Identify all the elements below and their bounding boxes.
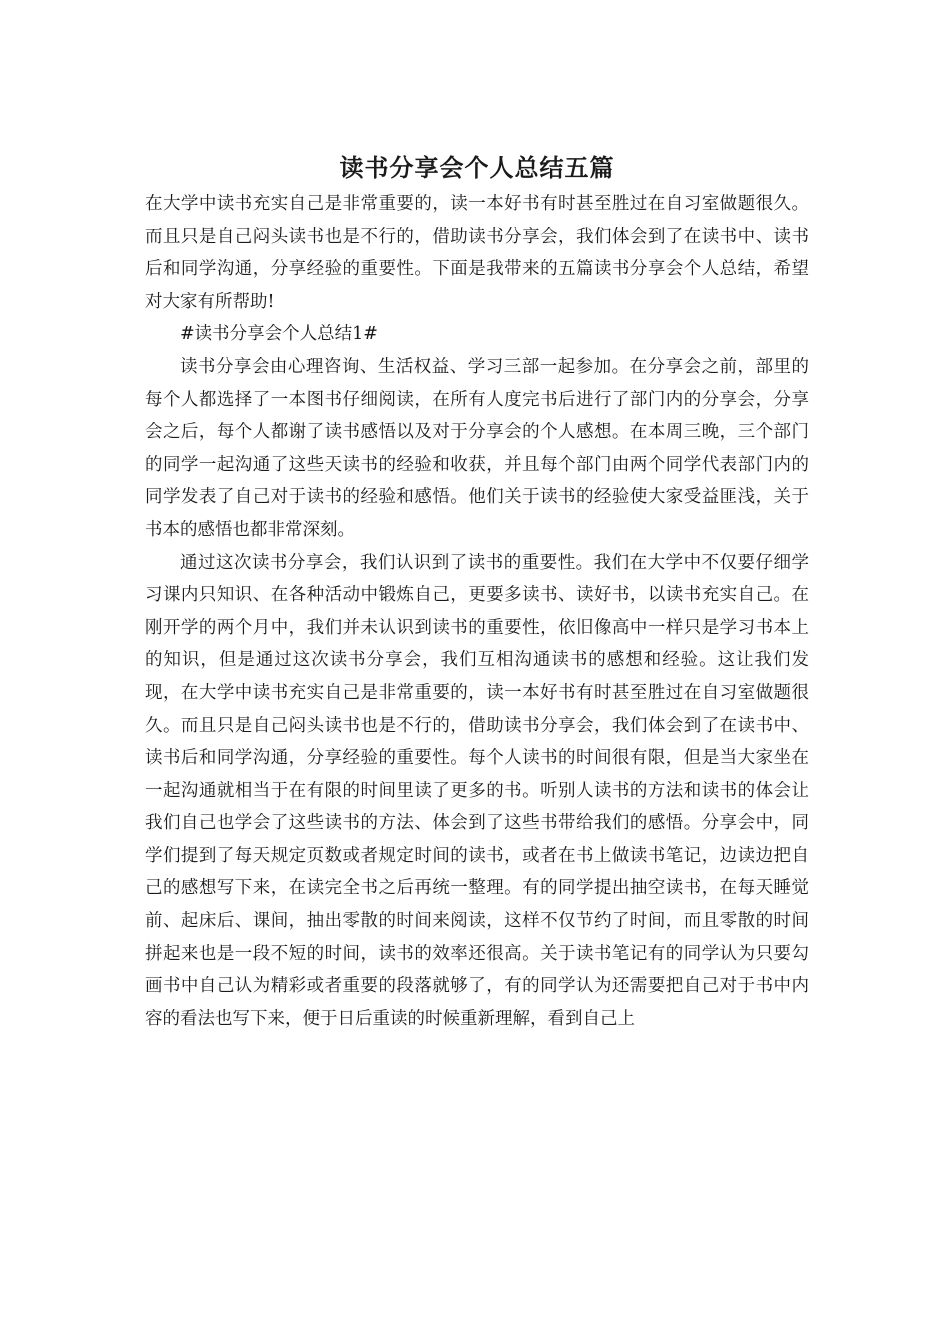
intro-paragraph: 在大学中读书充实自己是非常重要的，读一本好书有时甚至胜过在自习室做题很久。而且只是自己闷头读书也是不行的，借助读书分享会，我们体会到了在读书中、读书后和同学沟通，分享经验的重要性。下面是我带来的五篇读书分享会个人总结，希望对大家有所帮助!	[145, 194, 809, 312]
document-title: 读书分享会个人总结五篇	[339, 154, 615, 182]
body-paragraph-2: 通过这次读书分享会，我们认识到了读书的重要性。我们在大学中不仅要仔细学习课内只知识、在各种活动中锻炼自己，更要多读书、读好书，以读书充实自己。在刚开学的两个月中，我们并未认识到读书的重要性，依旧像高中一样只是学习书本上的知识，但是通过这次读书分享会，我们互相沟通读书的感想和经验。这让我们发现，在大学中读书充实自己是非常重要的，读一本好书有时甚至胜过在自习室做题很久。而且只是自己闷头读书也是不行的，借助读书分享会，我们体会到了在读书中、读书后和同学沟通，分享经验的重要性。每个人读书的时间很有限，但是当大家坐在一起沟通就相当于在有限的时间里读了更多的书。听别人读书的方法和读书的体会让我们自己也学会了这些读书的方法、体会到了这些书带给我们的感悟。分享会中，同学们提到了每天规定页数或者规定时间的读书，或者在书上做读书笔记，边读边把自己的感想写下来，在读完全书之后再统一整理。有的同学提出抽空读书，在每天睡觉前、起床后、课间，抽出零散的时间来阅读，这样不仅节约了时间，而且零散的时间拼起来也是一段不短的时间，读书的效率还很高。关于读书笔记有的同学认为只要勾画书中自己认为精彩或者重要的段落就够了，有的同学认为还需要把自己对于书中内容的看法也写下来，便于日后重读的时候重新理解，看到自己上	[145, 552, 809, 1029]
section-heading: #读书分享会个人总结1#	[180, 324, 378, 345]
document-body	[145, 150, 809, 1035]
body-paragraph-1: 读书分享会由心理咨询、生活权益、学习三部一起参加。在分享会之前，部里的每个人都选择了一本图书仔细阅读，在所有人度完书后进行了部门内的分享会，分享会之后，每个人都谢了读书感悟以及对于分享会的个人感想。在本周三晚，三个部门的同学一起沟通了这些天读书的经验和收获，并且每个部门由两个同学代表部门内的同学发表了自己对于读书的经验和感悟。他们关于读书的经验使大家受益匪浅，关于书本的感悟也都非常深刻。	[145, 356, 809, 540]
